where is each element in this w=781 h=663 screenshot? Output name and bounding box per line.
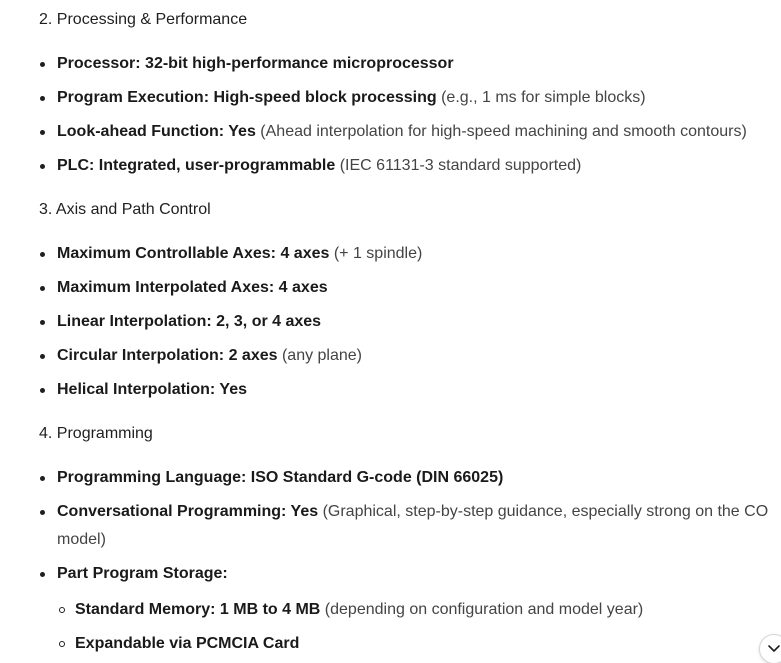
scroll-to-bottom-button[interactable] <box>759 634 781 663</box>
sub-list-item: Standard Memory: 1 MB to 4 MB (depending on configuration and model year) <box>75 596 643 624</box>
bullet-icon <box>40 320 45 325</box>
list-item: Programming Language: ISO Standard G-code (DIN 66025) <box>57 464 503 492</box>
bullet-icon <box>40 62 45 67</box>
bullet-icon <box>40 510 45 515</box>
sub-list-item: Expandable via PCMCIA Card <box>75 630 299 658</box>
list-item: Maximum Controllable Axes: 4 axes (+ 1 spindle) <box>57 240 422 268</box>
bullet-icon <box>40 130 45 135</box>
list-item: Maximum Interpolated Axes: 4 axes <box>57 274 328 302</box>
list-item: Look-ahead Function: Yes (Ahead interpolation for high-speed machining and smooth contours) <box>57 118 747 146</box>
section-heading-programming: 4. Programming <box>39 425 153 442</box>
list-item: Circular Interpolation: 2 axes (any plane) <box>57 342 362 370</box>
chevron-down-icon <box>766 643 781 655</box>
list-item: Part Program Storage: <box>57 560 228 588</box>
list-item: Helical Interpolation: Yes <box>57 376 247 404</box>
section-heading-processing: 2. Processing & Performance <box>39 11 248 28</box>
list-item: Conversational Programming: Yes (Graphical, step-by-step guidance, especially strong on the CO model) <box>57 498 781 554</box>
bullet-icon <box>40 96 45 101</box>
section-heading-axis: 3. Axis and Path Control <box>39 201 211 218</box>
bullet-icon <box>40 252 45 257</box>
list-item: PLC: Integrated, user-programmable (IEC 61131-3 standard supported) <box>57 152 581 180</box>
list-item: Linear Interpolation: 2, 3, or 4 axes <box>57 308 321 336</box>
bullet-icon <box>40 354 45 359</box>
hollow-bullet-icon <box>59 607 65 613</box>
bullet-icon <box>40 164 45 169</box>
list-item: Processor: 32-bit high-performance microprocessor <box>57 50 454 78</box>
bullet-icon <box>40 572 45 577</box>
bullet-icon <box>40 388 45 393</box>
bullet-icon <box>40 286 45 291</box>
hollow-bullet-icon <box>59 641 65 647</box>
list-item: Program Execution: High-speed block processing (e.g., 1 ms for simple blocks) <box>57 84 646 112</box>
bullet-icon <box>40 476 45 481</box>
